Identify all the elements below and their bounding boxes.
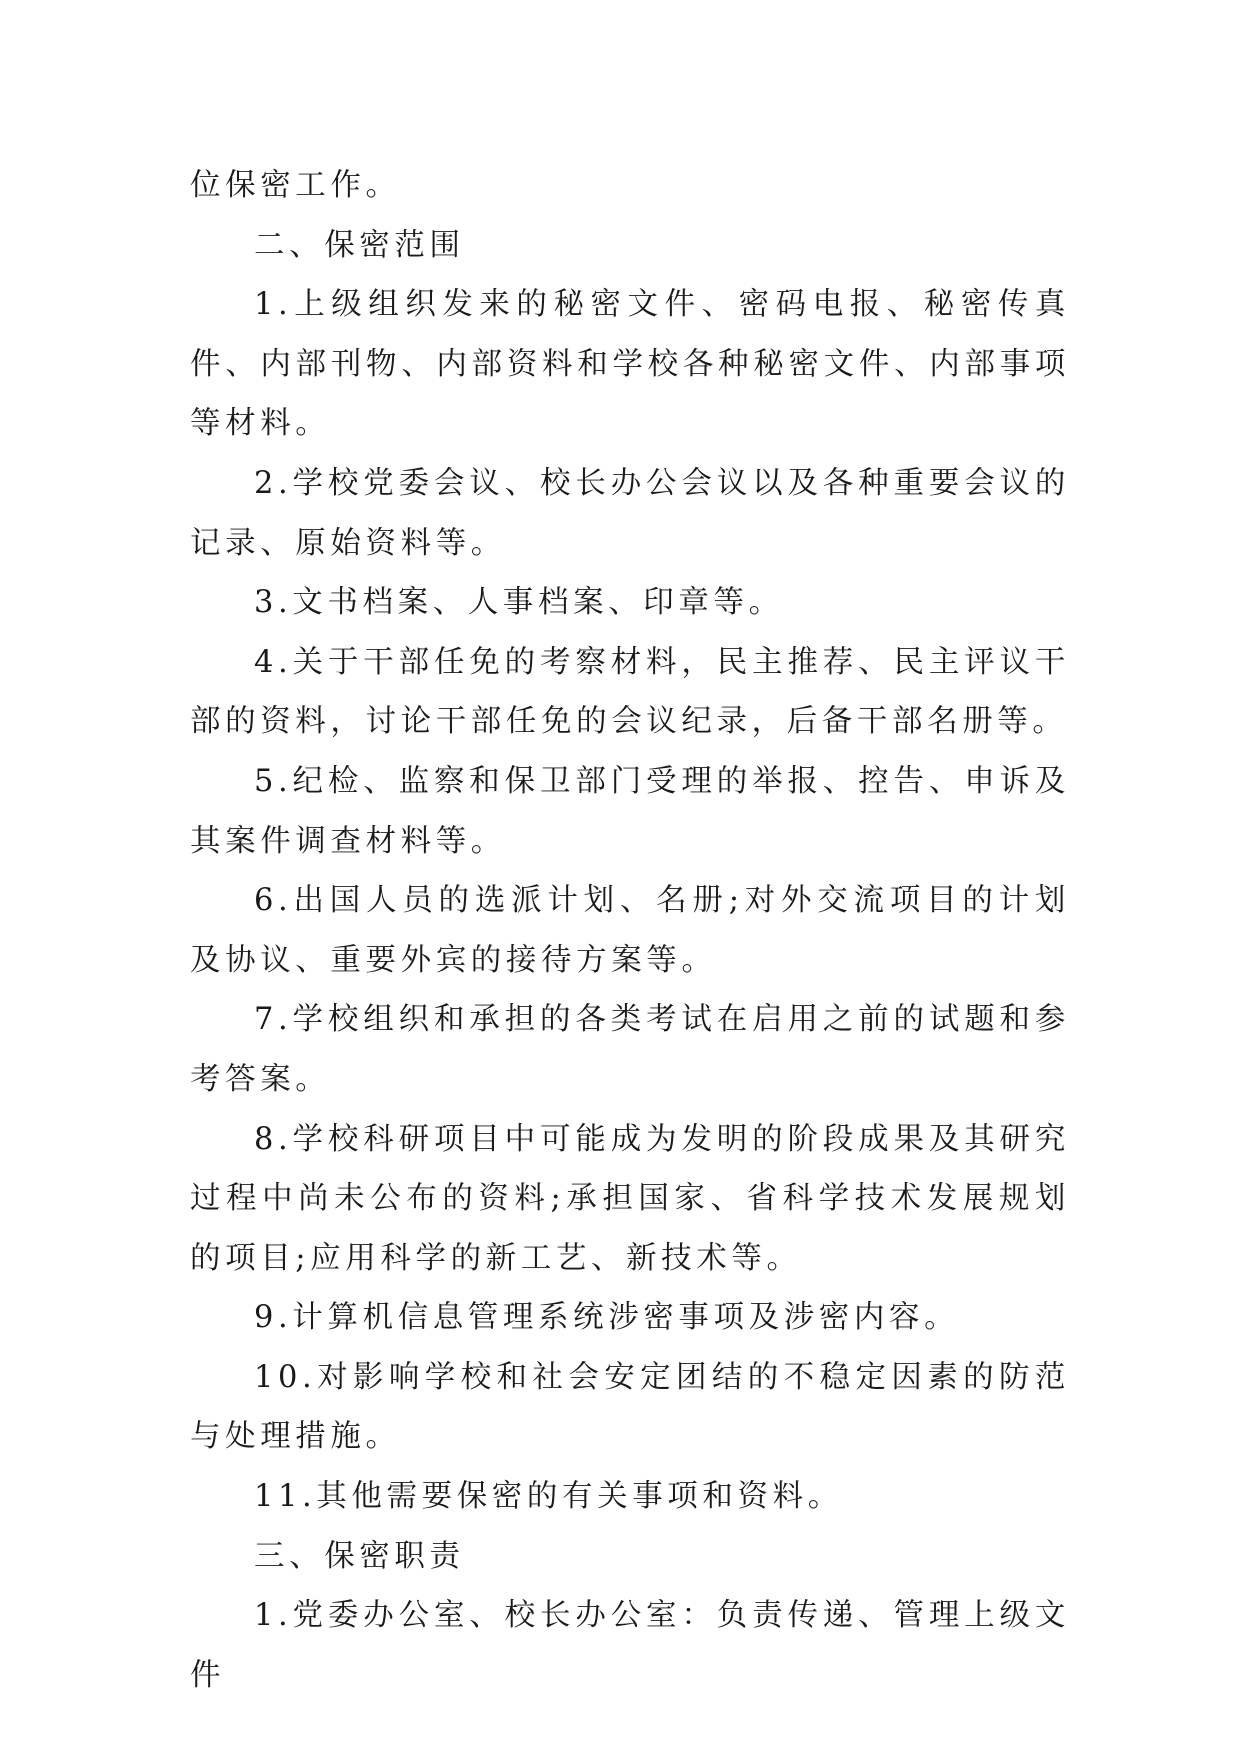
list-item-3: 3.文书档案、人事档案、印章等。 [254, 585, 784, 621]
list-item-2: 2.学校党委会议、校长办公会议以及各种重要会议的记录、原始资料等。 [190, 465, 1070, 561]
list-item-9: 9.计算机信息管理系统涉密事项及涉密内容。 [254, 1300, 960, 1336]
paragraph-continuation: 位保密工作。 [190, 168, 401, 203]
list-item-6: 6.出国人员的选派计划、名册;对外交流项目的计划及协议、重要外宾的接待方案等。 [190, 883, 1070, 978]
section-heading-duties: 三、保密职责 [254, 1538, 465, 1574]
list-item-4: 4.关于干部任免的考察材料，民主推荐、民主评议干部的资料，讨论干部任免的会议纪录，后备干部名册等。 [190, 644, 1070, 740]
list-item-1: 1.上级组织发来的秘密文件、密码电报、秘密传真件、内部刊物、内部资料和学校各种秘密文件、内部事项等材料。 [190, 287, 1070, 442]
document-body [190, 156, 1070, 1705]
list-item-7: 7.学校组织和承担的各类考试在启用之前的试题和参考答案。 [190, 1002, 1070, 1097]
duty-item-1: 1.党委办公室、校长办公室：负责传递、管理上级文件 [190, 1598, 1070, 1693]
list-item-5: 5.纪检、监察和保卫部门受理的举报、控告、申诉及其案件调查材料等。 [190, 763, 1070, 859]
list-item-11: 11.其他需要保密的有关事项和资料。 [254, 1479, 843, 1515]
section-heading-scope: 二、保密范围 [254, 227, 465, 263]
list-item-8: 8.学校科研项目中可能成为发明的阶段成果及其研究过程中尚未公布的资料;承担国家、省科学技术发展规划的项目;应用科学的新工艺、新技术等。 [190, 1121, 1070, 1276]
list-item-10: 10.对影响学校和社会安定团结的不稳定因素的防范与处理措施。 [190, 1359, 1070, 1455]
